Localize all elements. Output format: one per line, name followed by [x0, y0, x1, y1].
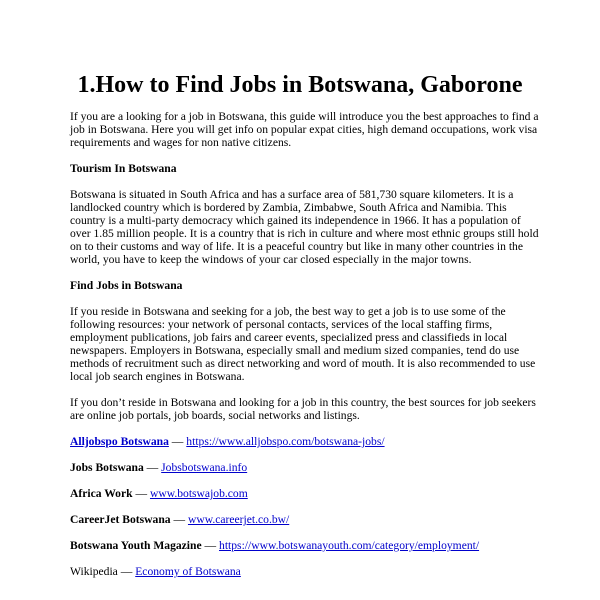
alljobspo-label-link[interactable]: Alljobspo Botswana — [70, 435, 169, 448]
resource-separator: — — [168, 435, 187, 448]
jobs-botswana-label: Jobs Botswana — [70, 461, 144, 474]
botswana-youth-label: Botswana Youth Magazine — [70, 539, 202, 552]
wikipedia-label: Wikipedia — [70, 565, 118, 578]
resource-africa-work — [70, 487, 540, 500]
intro-paragraph: If you are a looking for a job in Botswana, this guide will introduce you the best approaches to find a job in Botswana. Here you will get info on popular expat cities, high demand occupations, work visa requirements and wages for non native citizens. — [70, 110, 539, 149]
wikipedia-link[interactable]: Economy of Botswana — [135, 565, 241, 578]
article-body — [70, 110, 540, 591]
resource-careerjet — [70, 513, 540, 526]
find-jobs-paragraph-1: If you reside in Botswana and seeking for a job, the best way to get a job is to use some of the following resources: your network of personal contacts, services of the local staffing firms, employment publications, job fairs and career events, specialized press and classifieds in local newspapers. Employers in Botswana, especially small and medium sized companies, tend do use methods of recruitment such as direct networking and word of mouth. It is also recommended to use local job search engines in Botswana. — [70, 305, 536, 383]
resource-wikipedia — [70, 565, 540, 578]
resource-alljobspo — [70, 435, 540, 448]
tourism-paragraph: Botswana is situated in South Africa and has a surface area of 581,730 square kilometers. It is a landlocked country which is bordered by Zambia, Zimbabwe, South Africa and Namibia. This country is a multi-party democracy which gained its independence in 1966. It has a population of over 1.85 million people. It is a country that is rich in culture and where most ethnic groups still hold on to their customs and way of life. It is a peaceful country but like in many other countries in the world, you have to keep the windows of your car closed especially in the major towns. — [70, 188, 539, 266]
resource-separator: — — [132, 487, 150, 500]
africa-work-label: Africa Work — [70, 487, 133, 500]
find-jobs-paragraph-2: If you don’t reside in Botswana and looking for a job in this country, the best sources for job seekers are online job portals, job boards, social networks and listings. — [70, 396, 536, 422]
africa-work-link[interactable]: www.botswajob.com — [149, 487, 248, 500]
section-heading-tourism: Tourism In Botswana — [70, 162, 177, 175]
alljobspo-url-link[interactable]: https://www.alljobspo.com/botswana-jobs/ — [186, 435, 385, 448]
jobs-botswana-link[interactable]: Jobsbotswana.info — [161, 461, 248, 474]
resource-jobs-botswana — [70, 461, 540, 474]
resource-separator: — — [143, 461, 162, 474]
resource-separator: — — [117, 565, 136, 578]
resource-botswana-youth — [70, 539, 540, 552]
careerjet-link[interactable]: www.careerjet.co.bw/ — [187, 513, 290, 526]
botswana-youth-link[interactable]: https://www.botswanayouth.com/category/employment/ — [219, 539, 480, 552]
page-title: 1.How to Find Jobs in Botswana, Gaborone — [77, 72, 523, 98]
resource-separator: — — [201, 539, 220, 552]
resource-separator: — — [170, 513, 188, 526]
section-heading-find-jobs: Find Jobs in Botswana — [70, 279, 183, 292]
careerjet-label: CareerJet Botswana — [70, 513, 171, 526]
